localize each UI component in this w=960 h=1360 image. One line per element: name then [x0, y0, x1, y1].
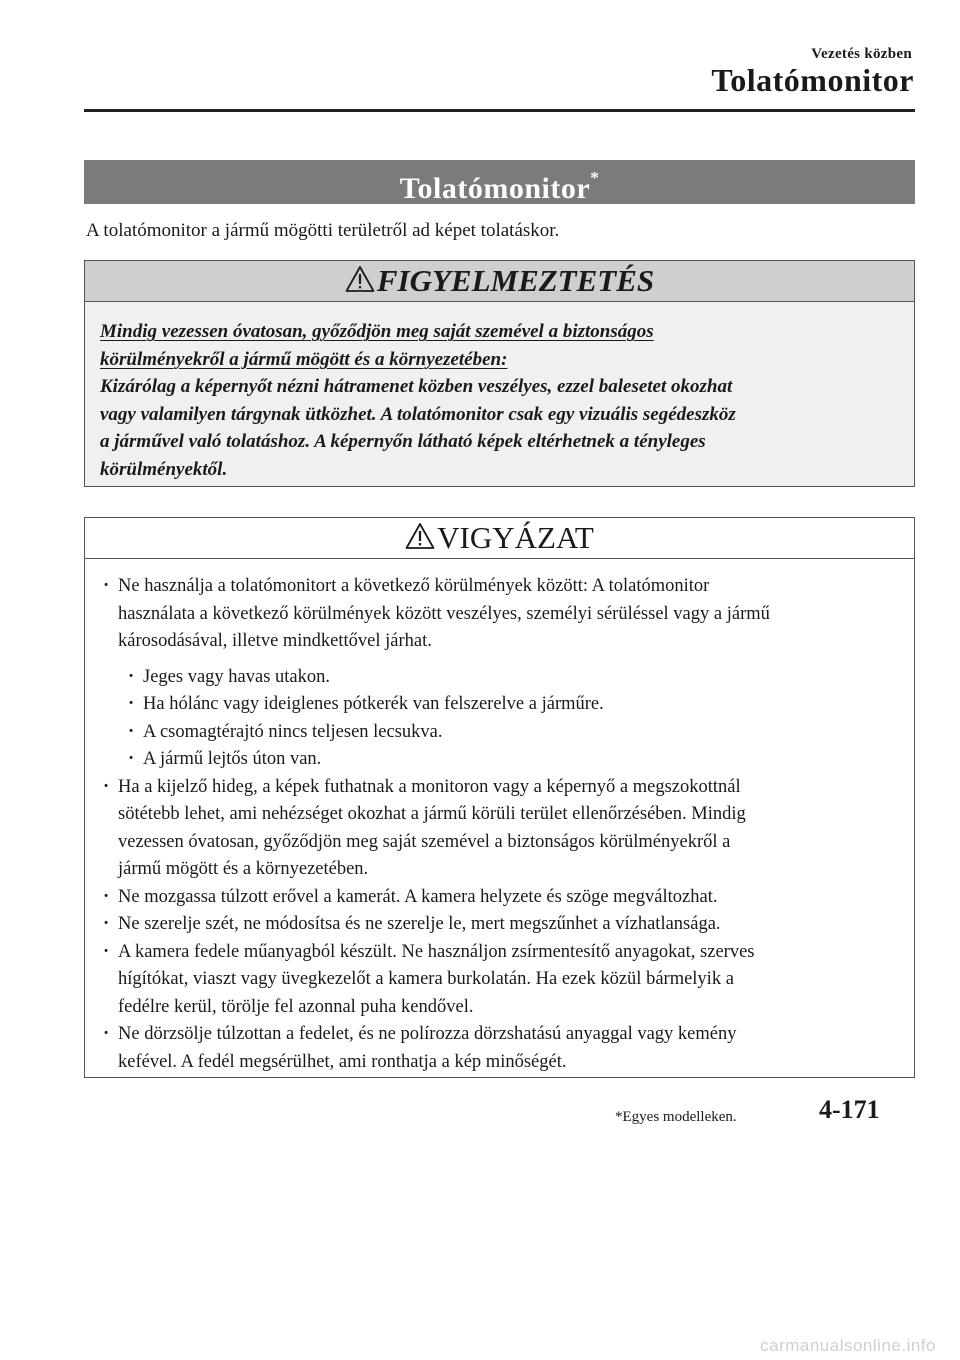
- header-title: Tolatómonitor: [711, 62, 914, 98]
- caution-sub-bullet: · Ha hólánc vagy ideiglenes pótkerék van felszerelve a járműre.: [101, 691, 902, 719]
- warning-triangle-icon: [345, 265, 375, 293]
- caution-line: · Ne dörzsölje túlzottan a fedelet, és ne polírozza dörzshatású anyaggal vagy kemény: [118, 1024, 737, 1044]
- warning-line: Kizárólag a képernyőt nézni hátramenet közben veszélyes, ezzel balesetet okozhat: [100, 376, 733, 397]
- caution-line: hígítókat, viaszt vagy üvegkezelőt a kamera burkolatán. Ha ezek közül bármelyik a: [118, 969, 734, 989]
- caution-sub-bullet: · A csomagtérajtó nincs teljesen lecsukva.: [101, 719, 902, 747]
- caution-bullet: [101, 911, 902, 939]
- caution-bullet: [101, 774, 902, 884]
- header-section: Vezetés közben: [811, 46, 912, 62]
- caution-line: · Ne használja a tolatómonitort a következő körülmények között: A tolatómonitor: [118, 576, 710, 596]
- spacer: [101, 656, 902, 664]
- caution-bullet: [101, 1021, 902, 1076]
- caution-body: [85, 559, 914, 1076]
- warning-box: [84, 260, 915, 487]
- warning-heading: [85, 261, 914, 302]
- title-bar-text: Tolatómonitor: [399, 172, 591, 205]
- caution-sub-bullet: · A jármű lejtős úton van.: [101, 746, 902, 774]
- caution-line: sötétebb lehet, ami nehézséget okozhat a jármű körüli terület ellenőrzésében. Mindig: [118, 804, 746, 824]
- warning-line: körülményekről a jármű mögött és a környezetében:: [100, 348, 508, 370]
- title-bar-asterisk: *: [590, 168, 600, 187]
- caution-line: · Ha a kijelző hideg, a képek futhatnak a monitoron vagy a képernyő a megszokottnál: [118, 776, 741, 797]
- caution-line: · A kamera fedele műanyagból készült. Ne használjon zsírmentesítő anyagokat, szerves: [118, 941, 755, 962]
- caution-bullet: [101, 939, 902, 1022]
- caution-line: · Ne szerelje szét, ne módosítsa és ne szerelje le, mert megszűnhet a vízhatlansága.: [118, 914, 721, 934]
- caution-line: · Ne mozgassa túlzott erővel a kamerát. A kamera helyzete és szöge megváltozhat.: [118, 886, 718, 907]
- caution-sub-bullet: · Jeges vagy havas utakon.: [101, 664, 902, 692]
- header-rule: [84, 109, 915, 112]
- warning-triangle-icon: [405, 522, 435, 550]
- caution-line: fedélre kerül, törölje fel azonnal puha kendővel.: [118, 996, 474, 1017]
- watermark: carmanualsonline.info: [760, 1336, 936, 1355]
- caution-line: károsodásával, illetve mindkettővel járhat.: [118, 631, 432, 651]
- caution-line: vezessen óvatosan, győződjön meg saját szemével a biztonságos körülményekről a: [118, 831, 731, 852]
- caution-bullet: [101, 573, 902, 656]
- warning-body: [85, 302, 914, 483]
- warning-line: Mindig vezessen óvatosan, győződjön meg saját szemével a biztonságos: [100, 321, 654, 342]
- caution-bullet: [101, 884, 902, 912]
- footer-note: *Egyes modelleken.: [615, 1109, 737, 1125]
- caution-heading: [85, 518, 914, 559]
- page-number: 4-171: [819, 1095, 880, 1124]
- caution-line: használata a következő körülmények között veszélyes, személyi sérüléssel vagy a jármű: [118, 603, 770, 624]
- warning-line: vagy valamilyen tárgynak ütközhet. A tolatómonitor csak egy vizuális segédeszköz: [100, 403, 736, 425]
- intro-text: A tolatómonitor a jármű mögötti területről ad képet tolatáskor.: [86, 220, 560, 241]
- caution-line: jármű mögött és a környezetében.: [118, 859, 369, 879]
- caution-line: kefével. A fedél megsérülhet, ami ronthatja a kép minőségét.: [118, 1051, 567, 1072]
- caution-box: [84, 517, 915, 1078]
- warning-heading-text: FIGYELMEZTETÉS: [376, 263, 655, 298]
- warning-line: körülményektől.: [100, 458, 228, 480]
- warning-line: a járművel való tolatáshoz. A képernyőn látható képek eltérhetnek a tényleges: [100, 431, 706, 452]
- title-bar: [84, 160, 915, 204]
- caution-heading-text: VIGYÁZAT: [437, 520, 594, 555]
